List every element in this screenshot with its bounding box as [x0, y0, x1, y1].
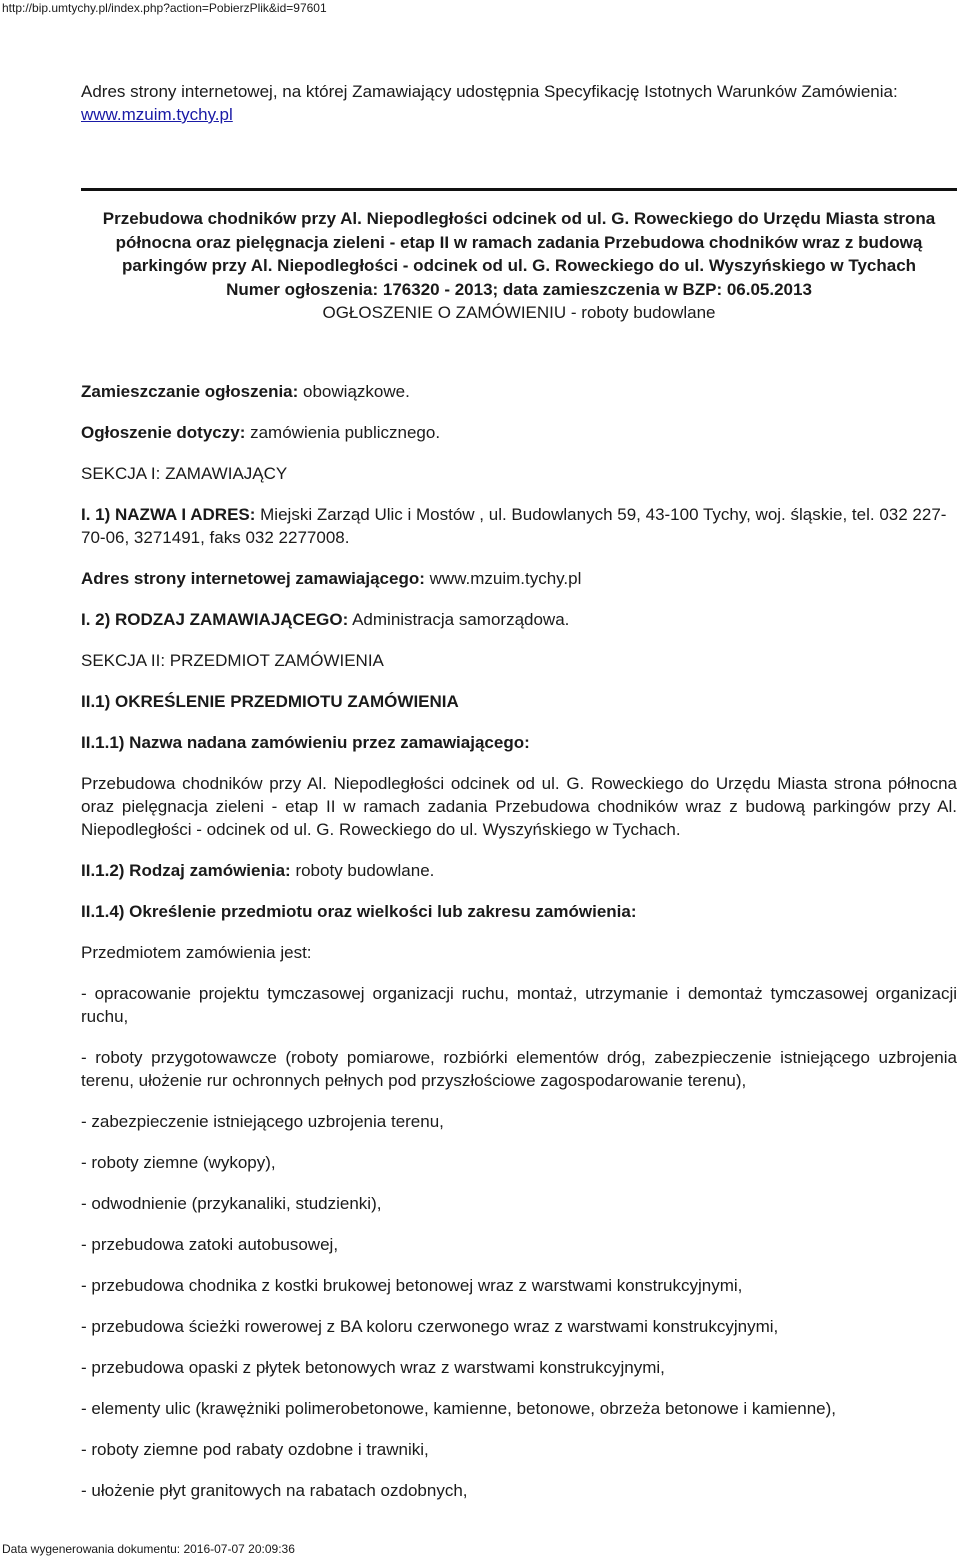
section-1-2	[81, 608, 957, 631]
siwz-link[interactable]: www.mzuim.tychy.pl	[81, 105, 233, 124]
list-item: - odwodnienie (przykanaliki, studzienki),	[81, 1194, 382, 1213]
section-1-2-label: I. 2) RODZAJ ZAMAWIAJĄCEGO:	[81, 610, 349, 629]
list-item: - ułożenie płyt granitowych na rabatach ozdobnych,	[81, 1481, 468, 1500]
list-item: - roboty przygotowawcze (roboty pomiarowe, rozbiórki elementów dróg, zabezpieczenie istniejącego uzbrojenia terenu, ułożenie rur ochronnych pełnych pod przyszłościowe zagospodarowanie terenu),	[81, 1048, 957, 1090]
section-1-1-value: Miejski Zarząd Ulic i Mostów , ul. Budowlanych 59, 43-100 Tychy, woj. śląskie, tel. 032 227-70-06, 3271491, faks 032 2277008.	[81, 505, 947, 547]
placement-row	[81, 380, 957, 403]
list-item: - elementy ulic (krawężniki polimerobetonowe, kamienne, betonowe, obrzeża betonowe i kamienne),	[81, 1399, 837, 1418]
section-2-1-heading: II.1) OKREŚLENIE PRZEDMIOTU ZAMÓWIENIA	[81, 692, 459, 711]
section-1-1	[81, 503, 957, 549]
list-item: - przebudowa opaski z płytek betonowych wraz z warstwami konstrukcyjnymi,	[81, 1358, 665, 1377]
list-item: - zabezpieczenie istniejącego uzbrojenia terenu,	[81, 1112, 444, 1131]
list-item: - roboty ziemne (wykopy),	[81, 1153, 276, 1172]
siwz-link-wrap	[81, 103, 957, 126]
section-2-1-1-label: II.1.1) Nazwa nadana zamówieniu przez zamawiającego:	[81, 733, 530, 752]
concerns-row	[81, 421, 957, 444]
generation-date: Data wygenerowania dokumentu: 2016-07-07 20:09:36	[2, 1542, 295, 1556]
placement-value: obowiązkowe.	[298, 382, 410, 401]
concerns-value: zamówienia publicznego.	[245, 423, 441, 442]
announcement-title	[81, 207, 957, 325]
announcement-number: Numer ogłoszenia: 176320 - 2013; data zamieszczenia w BZP: 06.05.2013	[226, 279, 812, 299]
section-1-2-value: Administracja samorządowa.	[348, 610, 570, 629]
list-item: - przebudowa zatoki autobusowej,	[81, 1235, 339, 1254]
intro-text: Adres strony internetowej, na której Zamawiający udostępnia Specyfikację Istotnych Warunków Zamówienia:	[81, 82, 898, 101]
list-item: - przebudowa ścieżki rowerowej z BA koloru czerwonego wraz z warstwami konstrukcyjnymi,	[81, 1317, 779, 1336]
list-item: - przebudowa chodnika z kostki brukowej betonowej wraz z warstwami konstrukcyjnymi,	[81, 1276, 743, 1295]
section-2-1-2	[81, 859, 957, 882]
announcement-kind: OGŁOSZENIE O ZAMÓWIENIU - roboty budowlane	[322, 303, 716, 322]
page-url: http://bip.umtychy.pl/index.php?action=PobierzPlik&id=97601	[2, 1, 327, 15]
website-row	[81, 567, 957, 590]
section-2-1-1-value: Przebudowa chodników przy Al. Niepodległości odcinek od ul. G. Roweckiego do Urzędu Miasta strona północna oraz pielęgnacja zieleni - etap II w ramach zadania Przebudowa chodników wraz z budową parkingów przy Al. Niepodległości - odcinek od ul. G. Roweckiego do ul. Wyszyńskiego w Tychach.	[81, 774, 957, 839]
section-1-1-label: I. 1) NAZWA I ADRES:	[81, 505, 256, 524]
website-value: www.mzuim.tychy.pl	[424, 569, 582, 588]
list-item: - roboty ziemne pod rabaty ozdobne i trawniki,	[81, 1440, 429, 1459]
concerns-label: Ogłoszenie dotyczy:	[81, 423, 246, 442]
section-2-1-4-label: II.1.4) Określenie przedmiotu oraz wielkości lub zakresu zamówienia:	[81, 902, 637, 921]
section-2-heading: SEKCJA II: PRZEDMIOT ZAMÓWIENIA	[81, 651, 384, 670]
divider-rule	[81, 188, 957, 191]
list-item: - opracowanie projektu tymczasowej organizacji ruchu, montaż, utrzymanie i demontaż tymczasowej organizacji ruchu,	[81, 984, 957, 1026]
section-2-1-2-value: roboty budowlane.	[290, 861, 435, 880]
title-text: Przebudowa chodników przy Al. Niepodległości odcinek od ul. G. Roweckiego do Urzędu Miasta strona północna oraz pielęgnacja zieleni - etap II w ramach zadania Przebudowa chodników wraz z budową parkingów przy Al. Niepodległości - odcinek od ul. G. Roweckiego do ul. Wyszyńskiego w Tychach	[102, 209, 936, 275]
section-2-1-2-label: II.1.2) Rodzaj zamówienia:	[81, 861, 291, 880]
placement-label: Zamieszczanie ogłoszenia:	[81, 382, 299, 401]
subject-intro: Przedmiotem zamówienia jest:	[81, 943, 312, 962]
announcement-body	[81, 380, 957, 1502]
section-1-heading: SEKCJA I: ZAMAWIAJĄCY	[81, 464, 288, 483]
website-label: Adres strony internetowej zamawiającego:	[81, 569, 425, 588]
intro-block	[81, 80, 957, 126]
